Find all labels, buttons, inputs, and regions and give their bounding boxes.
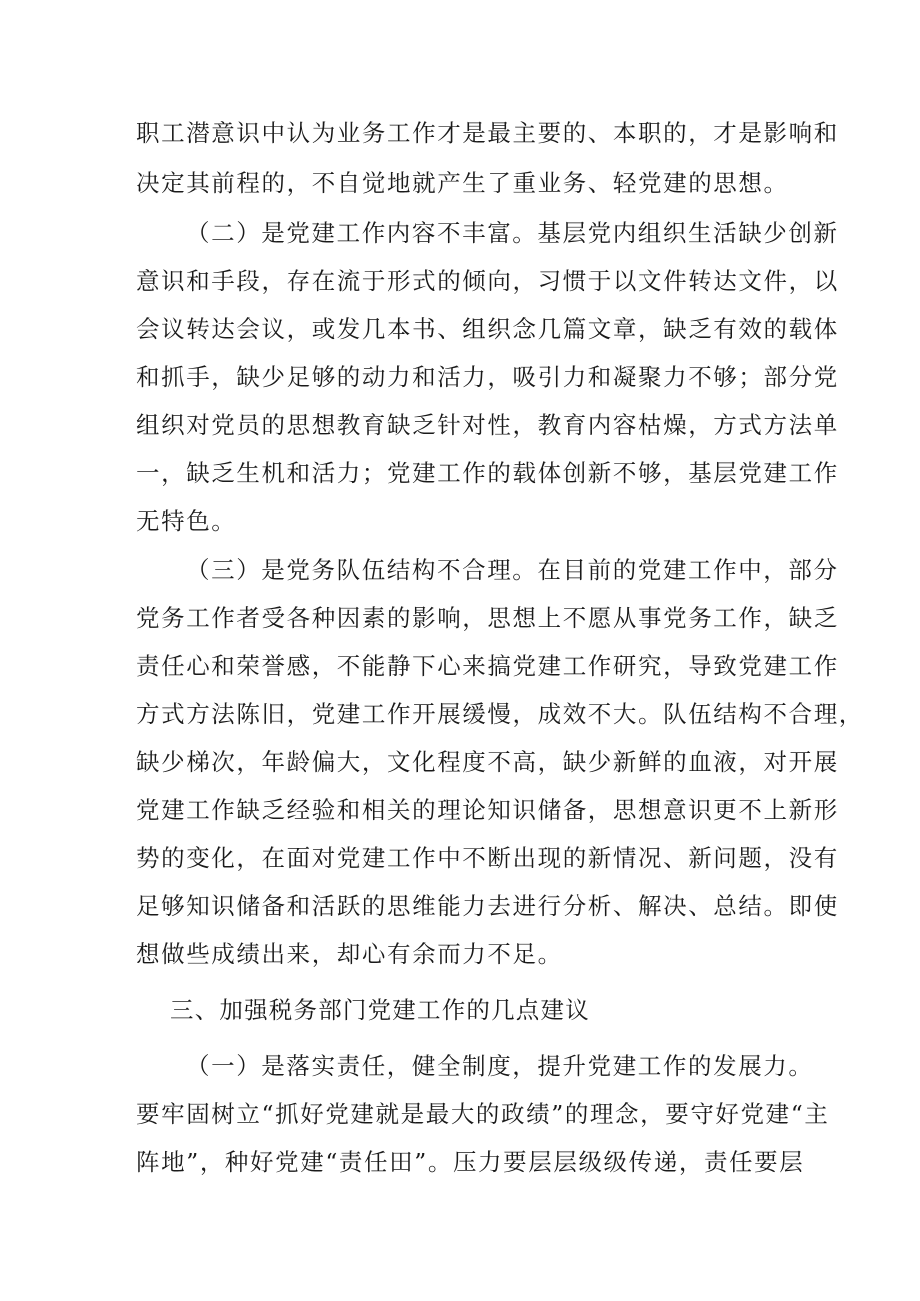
paragraph-line: 方式方法陈旧，党建工作开展缓慢，成效不大。队伍结构不合理， [136,700,864,728]
paragraph-line: 职工潜意识中认为业务工作才是最主要的、本职的，才是影响和 [136,119,839,147]
paragraph-line: （一）是落实责任，健全制度，提升党建工作的发展力。 [186,1052,814,1080]
paragraph-line: 一，缺乏生机和活力；党建工作的载体创新不够，基层党建工作 [136,459,839,487]
paragraph-line: 决定其前程的，不自觉地就产生了重业务、轻党建的思想。 [136,169,789,197]
paragraph-line: 无特色。 [136,507,237,535]
paragraph-line: 和抓手，缺少足够的动力和活力，吸引力和凝聚力不够；部分党 [136,363,839,391]
paragraph-line: （三）是党务队伍结构不合理。在目前的党建工作中，部分 [186,556,839,584]
paragraph-line: 意识和手段，存在流于形式的倾向，习惯于以文件转达文件，以 [136,267,839,295]
section-heading: 三、加强税务部门党建工作的几点建议 [170,996,590,1024]
paragraph-line: 足够知识储备和活跃的思维能力去进行分析、解决、总结。即使 [136,892,839,920]
paragraph-line: 想做些成绩出来，却心有余而力不足。 [136,940,563,968]
paragraph-line: 缺少梯次，年龄偏大，文化程度不高，缺少新鲜的血液，对开展 [136,748,839,776]
paragraph-line: 组织对党员的思想教育缺乏针对性，教育内容枯燥，方式方法单 [136,411,839,439]
paragraph-line: 党务工作者受各种因素的影响，思想上不愿从事党务工作，缺乏 [136,604,839,632]
paragraph-line: （二）是党建工作内容不丰富。基层党内组织生活缺少创新 [186,219,839,247]
paragraph-line: 要牢固树立“抓好党建就是最大的政绩”的理念，要守好党建“主 [136,1100,830,1128]
paragraph-line: 责任心和荣誉感，不能静下心来搞党建工作研究，导致党建工作 [136,652,839,680]
paragraph-line: 阵地”，种好党建“责任田”。压力要层层级级传递，责任要层 [136,1148,805,1176]
paragraph-line: 势的变化，在面对党建工作中不断出现的新情况、新问题，没有 [136,844,839,872]
paragraph-line: 会议转达会议，或发几本书、组织念几篇文章，缺乏有效的载体 [136,315,839,343]
paragraph-line: 党建工作缺乏经验和相关的理论知识储备，思想意识更不上新形 [136,796,839,824]
